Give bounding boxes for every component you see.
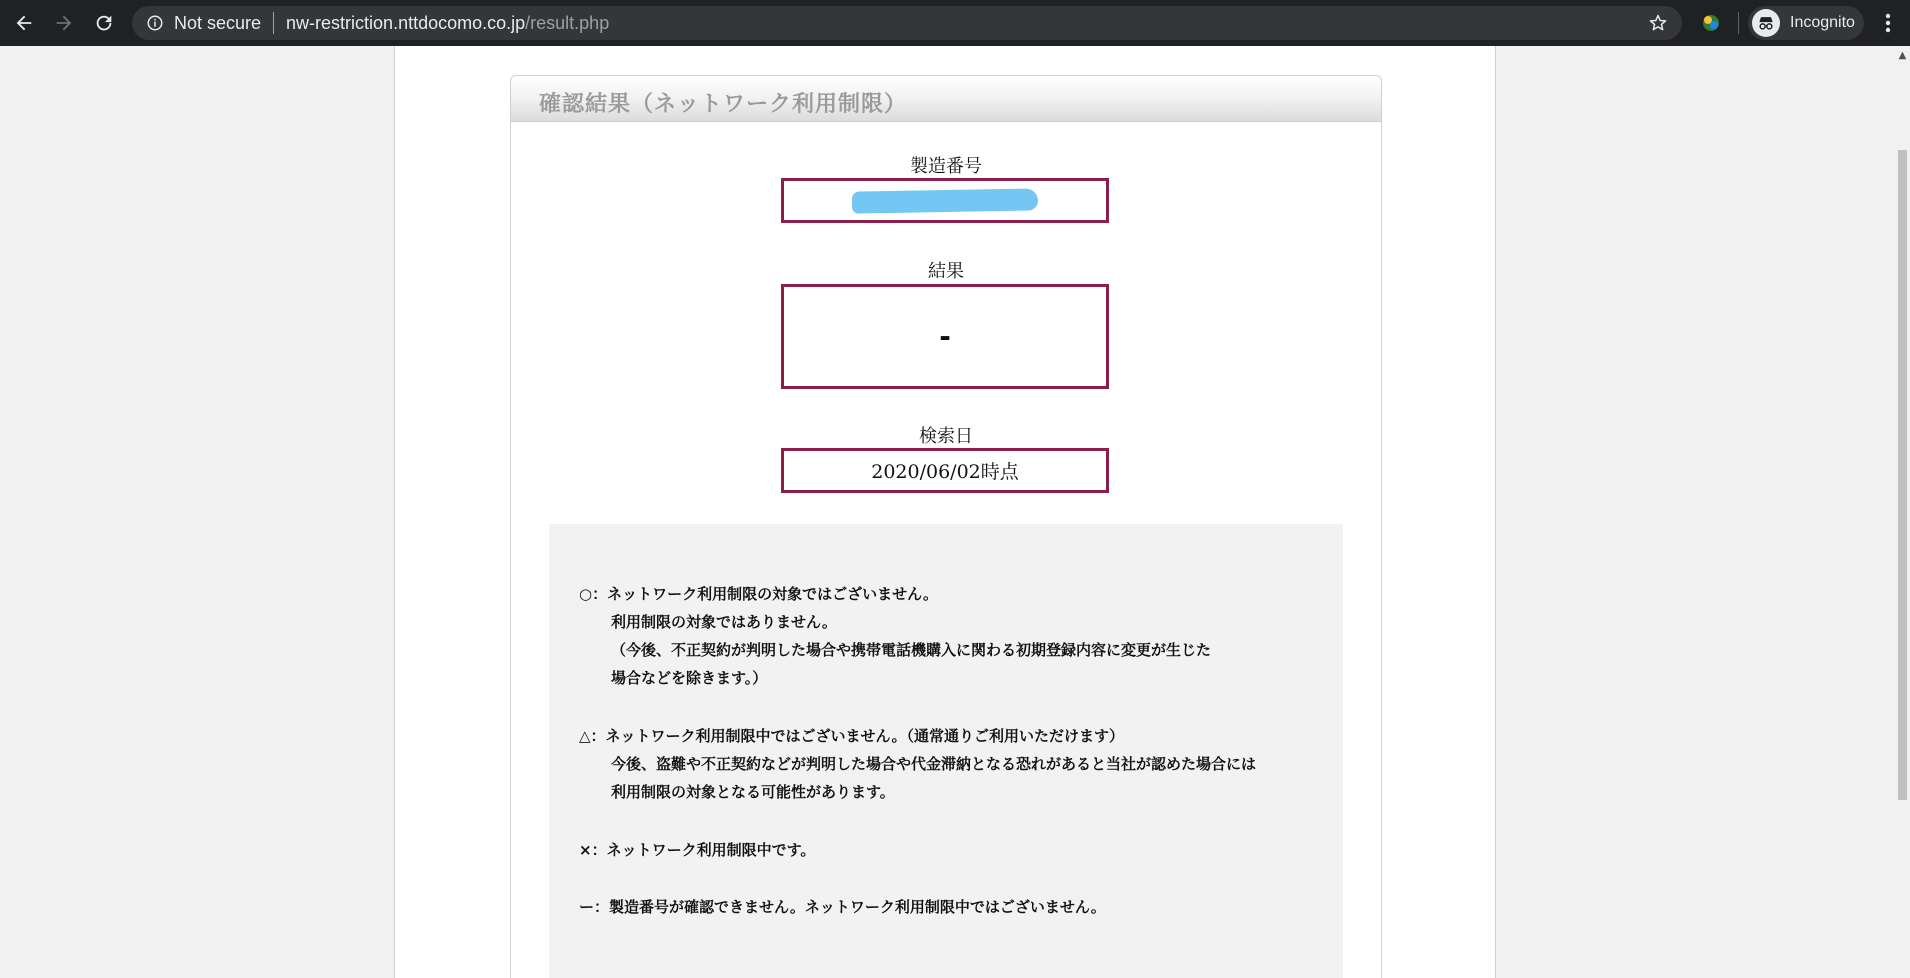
search-date-value: 2020/06/02時点 bbox=[871, 461, 1019, 483]
incognito-icon bbox=[1752, 9, 1780, 37]
page-content bbox=[394, 46, 1496, 978]
legend-circle-line: ○：ネットワーク利用制限の対象ではございません。 bbox=[579, 585, 938, 603]
incognito-label: Incognito bbox=[1790, 14, 1855, 31]
reload-icon bbox=[93, 12, 115, 34]
redacted-serial-number bbox=[852, 188, 1038, 213]
serial-number-label: 製造番号 bbox=[910, 156, 982, 177]
toolbar-separator bbox=[1738, 12, 1739, 34]
legend-dash-line: ー：製造番号が確認できません。ネットワーク利用制限中ではございません。 bbox=[579, 898, 1106, 916]
url-host[interactable]: nw-restriction.nttdocomo.co.jp bbox=[286, 12, 526, 33]
forward-arrow-icon bbox=[53, 12, 75, 34]
address-bar[interactable] bbox=[132, 6, 1682, 40]
legend-cross bbox=[579, 836, 815, 864]
legend-circle-line: 利用制限の対象ではありません。 bbox=[611, 613, 837, 631]
legend-triangle bbox=[579, 722, 1256, 806]
panel-header bbox=[511, 76, 1381, 122]
legend-circle-line: 場合などを除きます。） bbox=[611, 669, 768, 687]
extension-icon[interactable] bbox=[1698, 10, 1724, 36]
search-date-label: 検索日 bbox=[919, 426, 973, 447]
serial-number-box bbox=[781, 178, 1109, 223]
browser-menu-icon[interactable] bbox=[1876, 10, 1900, 36]
back-button[interactable] bbox=[6, 5, 42, 41]
search-date-box bbox=[781, 448, 1109, 493]
result-panel bbox=[510, 75, 1382, 978]
result-label: 結果 bbox=[928, 261, 964, 282]
incognito-profile-button[interactable] bbox=[1748, 6, 1864, 40]
reload-button[interactable] bbox=[86, 5, 122, 41]
forward-button[interactable] bbox=[46, 5, 82, 41]
scrollbar-thumb[interactable] bbox=[1898, 150, 1907, 800]
back-arrow-icon bbox=[13, 12, 35, 34]
result-legend bbox=[549, 524, 1343, 978]
legend-triangle-line: △：ネットワーク利用制限中ではございません。（通常通りご利用いただけます） bbox=[579, 727, 1124, 745]
legend-cross-line: ×：ネットワーク利用制限中です。 bbox=[579, 841, 816, 859]
scroll-up-arrow-icon[interactable]: ▲ bbox=[1898, 50, 1907, 61]
result-box bbox=[781, 284, 1109, 389]
legend-triangle-line: 利用制限の対象となる可能性があります。 bbox=[611, 783, 895, 801]
page-scrollbar[interactable] bbox=[1895, 46, 1910, 978]
bookmark-star-icon[interactable] bbox=[1648, 13, 1668, 33]
legend-circle-line: （今後、不正契約が判明した場合や携帯電話機購入に関わる初期登録内容に変更が生じた bbox=[611, 641, 1212, 659]
security-label[interactable]: Not secure bbox=[174, 12, 262, 33]
omnibox-separator bbox=[273, 12, 274, 34]
panel-title: 確認結果（ネットワーク利用制限） bbox=[539, 92, 908, 117]
info-icon[interactable] bbox=[146, 14, 164, 32]
browser-toolbar bbox=[0, 0, 1910, 46]
legend-circle bbox=[579, 580, 1211, 692]
legend-triangle-line: 今後、盗難や不正契約などが判明した場合や代金滞納となる恐れがあると当社が認めた場合には bbox=[611, 755, 1257, 773]
result-value: - bbox=[939, 320, 951, 353]
legend-dash bbox=[579, 893, 1106, 921]
url-path[interactable]: /result.php bbox=[525, 12, 610, 33]
